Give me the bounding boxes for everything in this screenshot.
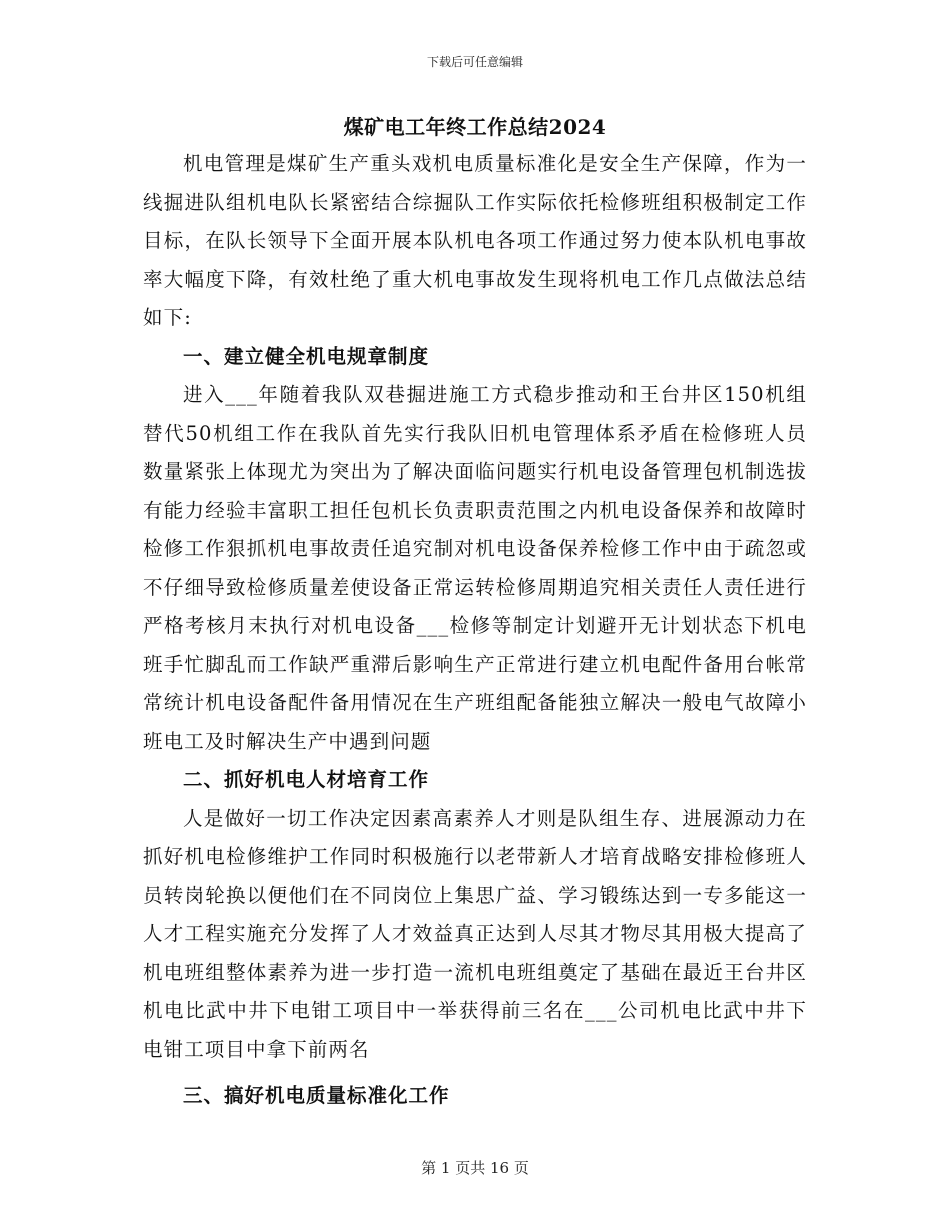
section-heading-1: 一、建立健全机电规章制度: [182, 344, 429, 368]
section-heading-2: 二、抓好机电人材培育工作: [182, 768, 429, 791]
header-note: 下载后可任意编辑: [426, 55, 523, 69]
intro-paragraph: 机电管理是煤矿生产重头戏机电质量标准化是安全生产保障，作为一线掘进队组机电队长紧密结合综掘队工作实际依托检修班组积极制定工作目标，在队长领导下全面开展本队机电各项工作通过努力使本队机电事故率大幅度下降，有效杜绝了重大机电事故发生现将机电工作几点做法总结如下:: [143, 152, 807, 329]
document-title: 煤矿电工年终工作总结2024: [343, 115, 607, 139]
section-body-1: 进入___年随着我队双巷掘进施工方式稳步推动和王台井区150机组替代50机组工作在我队首先实行我队旧机电管理体系矛盾在检修班人员数量紧张上体现尤为突出为了解决面临问题实行机电设备管理包机制选拔有能力经验丰富职工担任包机长负责职责范围之内机电设备保养和故障时检修工作狠抓机电事故责任追究制对机电设备保养检修工作中由于疏忽或不仔细导致检修质量差使设备正常运转检修周期追究相关责任人责任进行严格考核月末执行对机电设备___检修等制定计划避开无计划状态下机电班手忙脚乱而工作缺严重滞后影响生产正常进行建立机电配件备用台帐常常统计机电设备配件备用情况在生产班组配备能独立解决一般电气故障小班电工及时解决生产中遇到问题: [143, 383, 807, 753]
section-heading-3: 三、搞好机电质量标准化工作: [182, 1084, 450, 1107]
page-footer: 第 1 页共 16 页: [421, 1159, 529, 1177]
document-body: [143, 112, 807, 1116]
section-body-2: 人是做好一切工作决定因素高素养人才则是队组生存、进展源动力在抓好机电检修维护工作同时积极施行以老带新人才培育战略安排检修班人员转岗轮换以便他们在不同岗位上集思广益、学习锻练达到一专多能这一人才工程实施充分发挥了人才效益真正达到人尽其才物尽其用极大提高了机电班组整体素养为进一步打造一流机电班组奠定了基础在最近王台井区机电比武中井下电钳工项目中一举获得前三名在___公司机电比武中井下电钳工项目中拿下前两名: [143, 806, 807, 1061]
